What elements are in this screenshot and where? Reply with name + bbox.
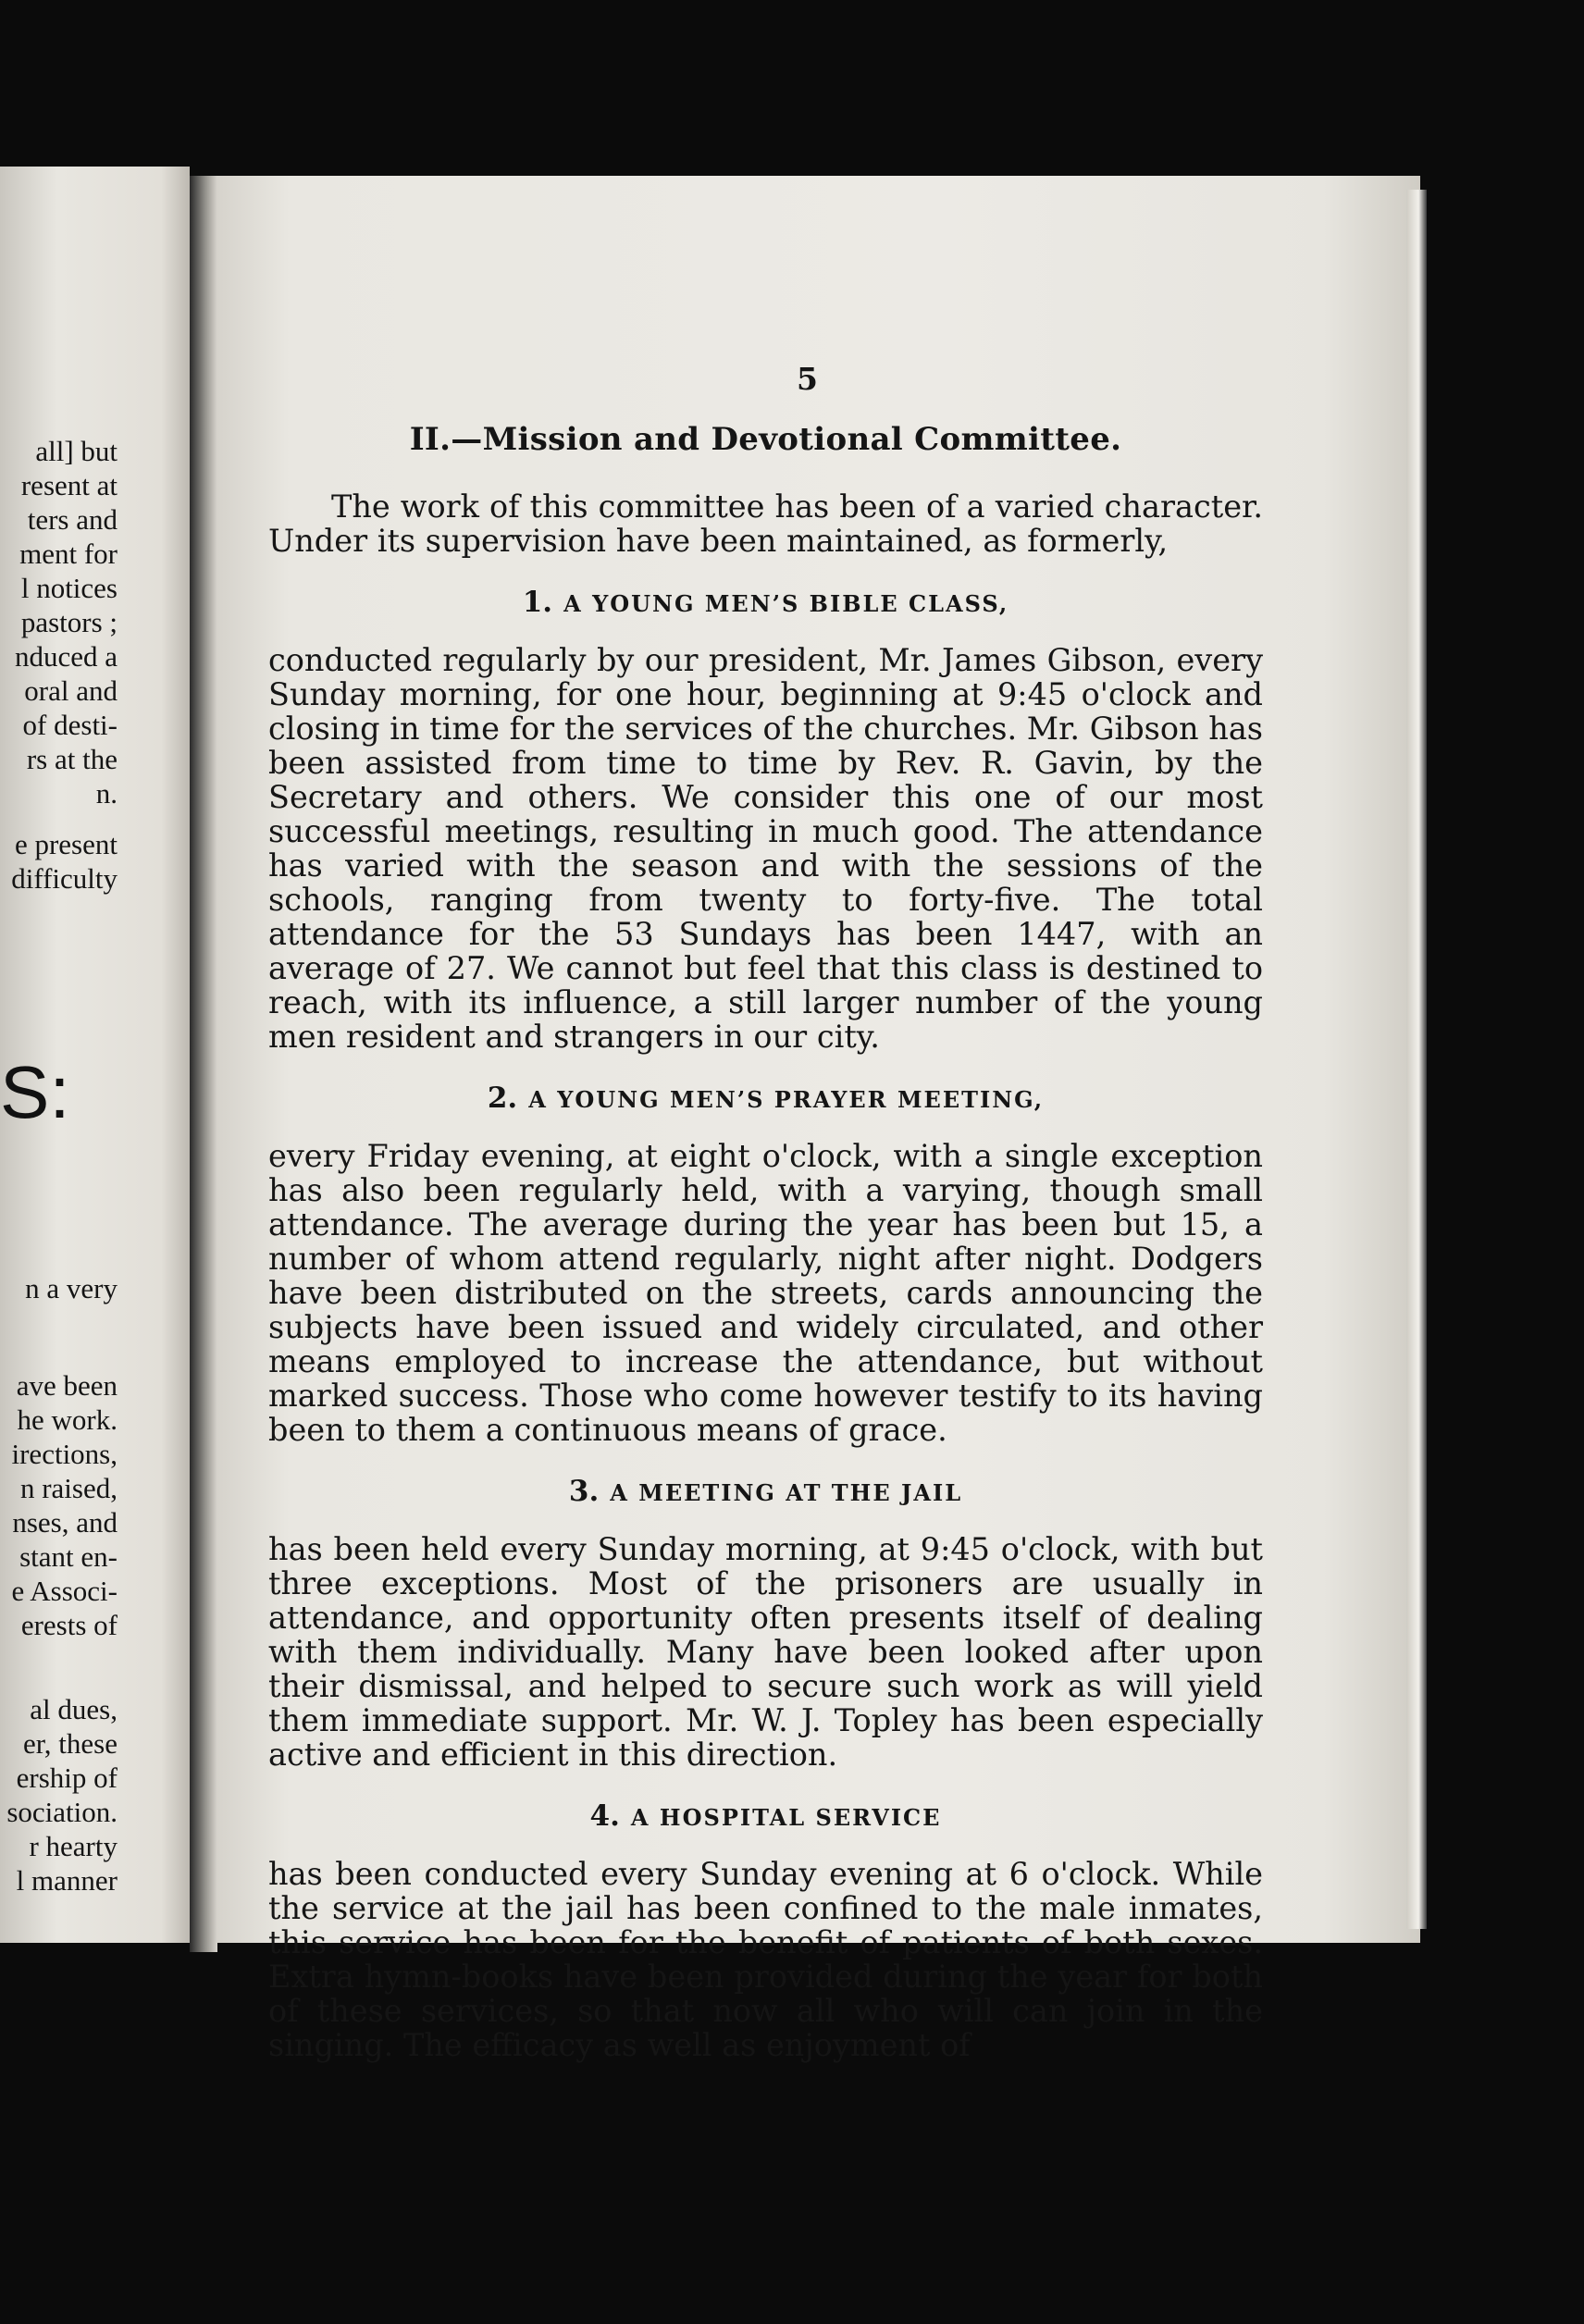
intro-paragraph: The work of this committee has been of a varied character. Under its supervision have been maintained, as formerly, [268,488,1263,559]
facing-line: ters and [27,503,118,536]
page-edge [1406,190,1427,1929]
facing-line: stant en- [19,1540,118,1573]
subheading-number: 3. [568,1475,600,1508]
subheading-text: A YOUNG MEN’S PRAYER MEETING, [528,1086,1045,1113]
paragraph-jail-meeting: has been held every Sunday morning, at 9:45 o'clock, with but three exceptions. Most of the prisoners are usually in attendance, and opportunity often presents itself of dealing with them individually. Many have been looked after upon their dismissal, and helped to secure such work as will yield them immediate support. Mr. W. J. Topley has been especially active and efficient in this direction. [268,1531,1263,1773]
subheading-text: A HOSPITAL SERVICE [630,1804,942,1831]
subheading-text: A YOUNG MEN’S BIBLE CLASS, [563,590,1009,617]
facing-line: difficulty [11,862,118,895]
book-gutter [190,176,217,1952]
facing-line: nses, and [12,1506,118,1539]
facing-line: nduced a [14,640,118,673]
subheading-number: 2. [487,1082,518,1115]
page-content [268,361,1263,2062]
facing-line: all] but [35,435,118,467]
facing-line: irections, [11,1438,118,1470]
facing-line: n. [95,777,118,810]
subheading-4 [268,1799,1263,1833]
page-number: 5 [797,361,818,397]
subheading-2 [268,1082,1263,1115]
subheading-number: 4. [589,1799,620,1833]
facing-line: n raised, [19,1472,118,1504]
facing-line: er, these [22,1727,118,1760]
paragraph-prayer-meeting: every Friday evening, at eight o'clock, with a single exception has also been regularly held, with a varying, though small attendance. The average during the year has been but 15, a number of whom attend regularly, night after night. Dodgers have been distributed on the streets, cards announcing the subjects have been issued and widely circulated, and other means employed to increase the attendance, but without marked success. Those who come however testify to its having been to them a continuous means of grace. [268,1138,1263,1448]
facing-line: sociation. [6,1796,118,1828]
paragraph-hospital-service: has been conducted every Sunday evening at 6 o'clock. While the service at the jail has been confined to the male inmates, this service has been for the benefit of patients of both sexes. Extra hymn-books have been provided during the year for both of these services, so that now all who will can join in the singing. The efficacy as well as enjoyment of [268,1856,1263,2063]
facing-line: ership of [16,1762,118,1794]
subheading-1 [268,586,1263,619]
facing-line: l notices [20,572,118,604]
facing-line: e present [14,828,118,860]
facing-line: al dues, [30,1693,118,1725]
facing-line: pastors ; [20,606,118,638]
facing-line: e Associ- [11,1575,118,1607]
facing-line: rs at the [26,743,118,775]
subheading-number: 1. [522,586,553,619]
facing-line: ment for [19,538,118,570]
facing-line: l manner [16,1864,118,1897]
section-title: II.—Mission and Devotional Committee. [409,421,1122,458]
facing-page [0,167,190,1943]
paragraph-bible-class: conducted regularly by our president, Mr. James Gibson, every Sunday morning, for one hour, beginning at 9:45 o'clock and closing in time for the services of the churches. Mr. Gibson has been assisted from time to time by Rev. R. Gavin, by the Secretary and others. We consider this one of our most successful meetings, resulting in much good. The attendance has varied with the season and with the sessions of the schools, ranging from twenty to forty-five. The total attendance for the 53 Sundays has been 1447, with an average of 27. We cannot but feel that this class is destined to reach, with its influence, a still larger number of the young men resident and strangers in our city. [268,642,1263,1055]
facing-heading-fragment: S: [0,1051,70,1133]
facing-line: ave been [16,1369,118,1402]
facing-line: resent at [20,469,118,501]
facing-line: of desti- [22,709,118,741]
facing-line: he work. [17,1403,118,1436]
facing-line: n a very [25,1272,118,1304]
facing-line: erests of [20,1609,118,1641]
subheading-3 [268,1475,1263,1508]
facing-line: r hearty [29,1830,118,1862]
subheading-text: A MEETING AT THE JAIL [610,1479,963,1506]
facing-line: oral and [24,674,118,707]
